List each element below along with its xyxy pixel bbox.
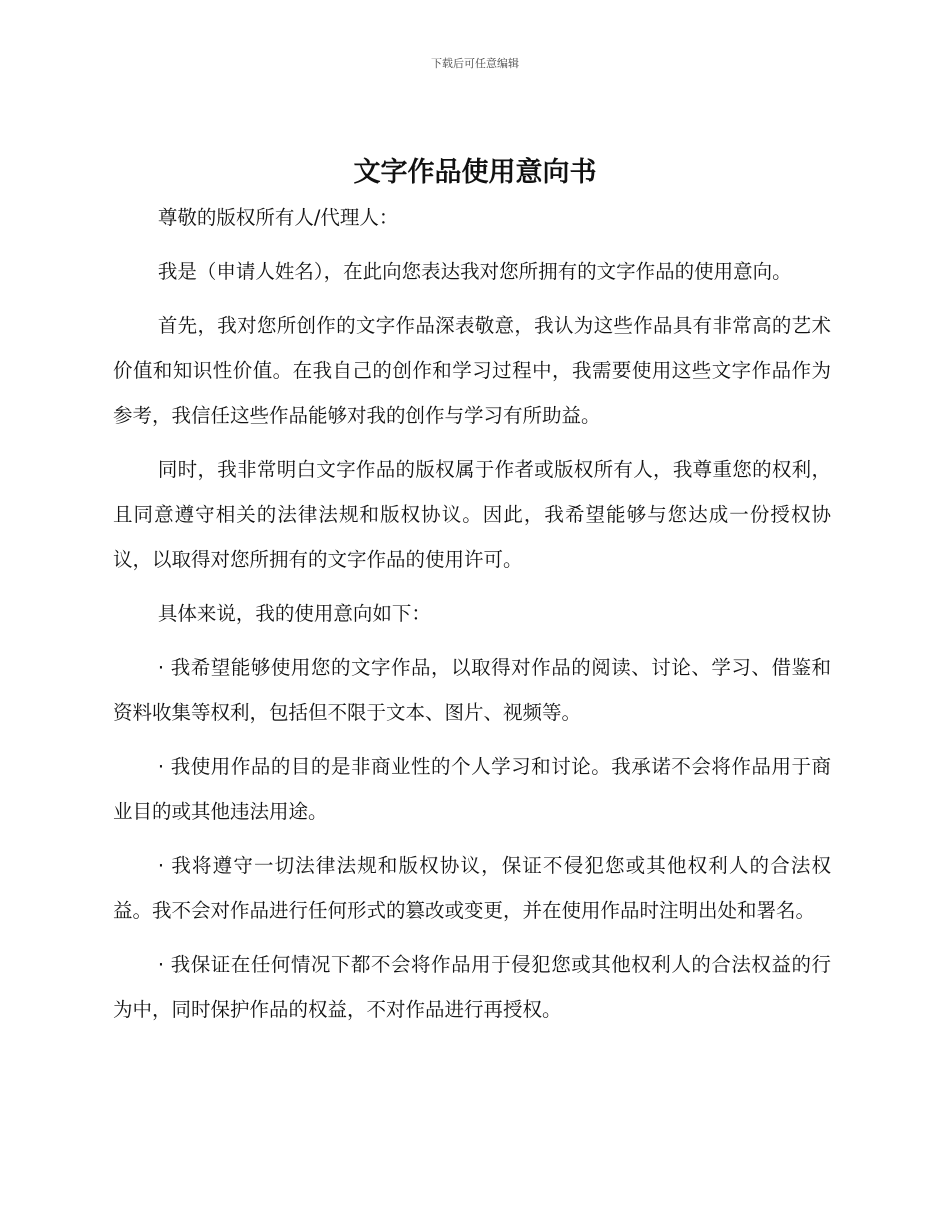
paragraph-intent-heading: 具体来说，我的使用意向如下： xyxy=(157,602,431,625)
salutation: 尊敬的版权所有人/代理人： xyxy=(157,206,399,229)
document-title: 文字作品使用意向书 xyxy=(353,157,597,188)
list-item-non-commercial: · 我使用作品的目的是非商业性的个人学习和讨论。我承诺不会将作品用于商业目的或其他违法用途。 xyxy=(113,755,831,823)
paragraph-intro: 我是（申请人姓名），在此向您表达我对您所拥有的文字作品的使用意向。 xyxy=(157,260,792,283)
document-body xyxy=(113,195,831,1041)
header-note: 下载后可任意编辑 xyxy=(431,57,519,70)
paragraph-copyright: 同时，我非常明白文字作品的版权属于作者或版权所有人，我尊重您的权利，且同意遵守相关的法律法规和版权协议。因此，我希望能够与您达成一份授权协议，以取得对您所拥有的文字作品的使用许可。 xyxy=(113,458,831,571)
list-item-usage-rights: · 我希望能够使用您的文字作品，以取得对作品的阅读、讨论、学习、借鉴和资料收集等权利，包括但不限于文本、图片、视频等。 xyxy=(113,656,831,724)
list-item-compliance: · 我将遵守一切法律法规和版权协议，保证不侵犯您或其他权利人的合法权益。我不会对作品进行任何形式的篡改或变更，并在使用作品时注明出处和署名。 xyxy=(113,854,831,922)
list-item-guarantee: · 我保证在任何情况下都不会将作品用于侵犯您或其他权利人的合法权益的行为中，同时保护作品的权益，不对作品进行再授权。 xyxy=(113,953,831,1021)
paragraph-respect: 首先，我对您所创作的文字作品深表敬意，我认为这些作品具有非常高的艺术价值和知识性价值。在我自己的创作和学习过程中，我需要使用这些文字作品作为参考，我信任这些作品能够对我的创作与学习有所助益。 xyxy=(113,314,831,427)
